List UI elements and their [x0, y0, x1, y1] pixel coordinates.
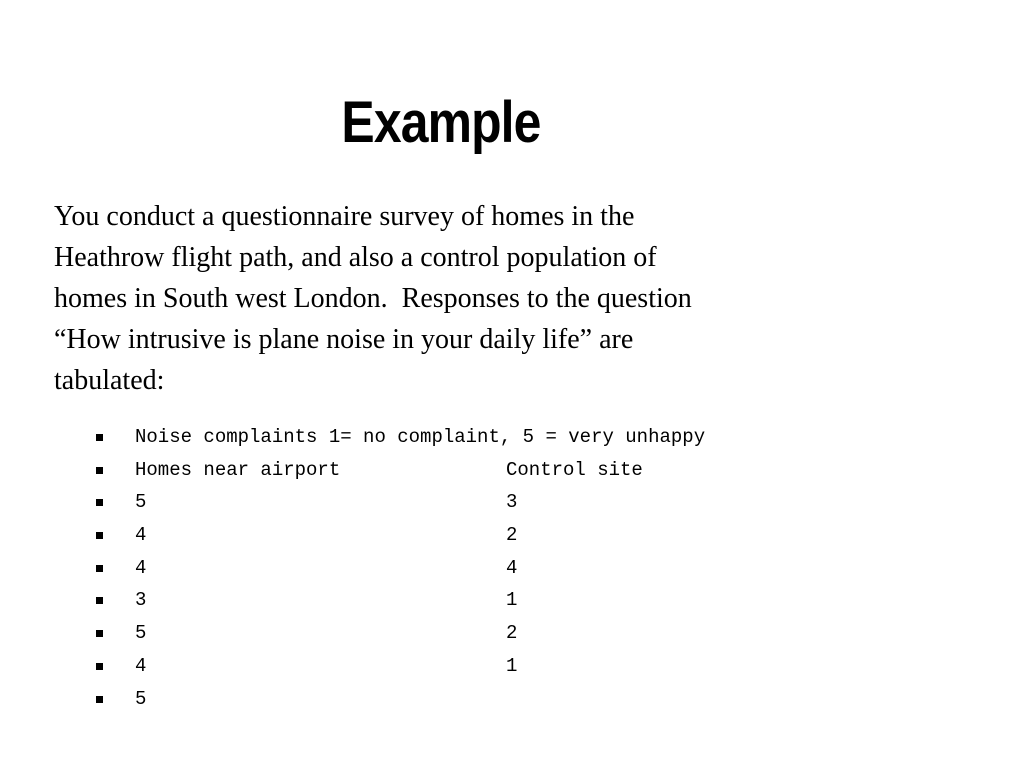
control-value: 1 — [506, 654, 518, 677]
intro-line: Heathrow flight path, and also a control population of — [54, 242, 657, 273]
airport-value: 4 — [135, 524, 147, 547]
square-bullet-icon — [96, 630, 103, 637]
scale-note: Noise complaints 1= no complaint, 5 = very unhappy — [135, 426, 706, 448]
column-header-control: Control site — [506, 458, 643, 481]
column-header-airport: Homes near airport — [135, 458, 341, 481]
control-value: 2 — [506, 524, 518, 547]
airport-value: 4 — [135, 654, 147, 677]
slide-title: Example — [341, 90, 541, 155]
intro-line: “How intrusive is plane noise in your daily life” are — [54, 324, 634, 355]
control-value: 2 — [506, 622, 518, 645]
square-bullet-icon — [96, 499, 103, 506]
intro-line: You conduct a questionnaire survey of homes in the — [54, 201, 635, 232]
square-bullet-icon — [96, 597, 103, 604]
airport-value: 3 — [135, 589, 147, 612]
control-value: 4 — [506, 556, 518, 579]
airport-value: 4 — [135, 556, 147, 579]
square-bullet-icon — [96, 532, 103, 539]
intro-line: tabulated: — [54, 365, 165, 396]
intro-paragraph — [54, 196, 854, 401]
intro-line: homes in South west London. Responses to the question — [54, 283, 692, 314]
airport-value: 5 — [135, 687, 147, 710]
square-bullet-icon — [96, 565, 103, 572]
control-value: 3 — [506, 491, 518, 514]
square-bullet-icon — [96, 467, 103, 474]
control-value: 1 — [506, 589, 518, 612]
square-bullet-icon — [96, 434, 103, 441]
square-bullet-icon — [96, 663, 103, 670]
airport-value: 5 — [135, 622, 147, 645]
square-bullet-icon — [96, 696, 103, 703]
airport-value: 5 — [135, 491, 147, 514]
